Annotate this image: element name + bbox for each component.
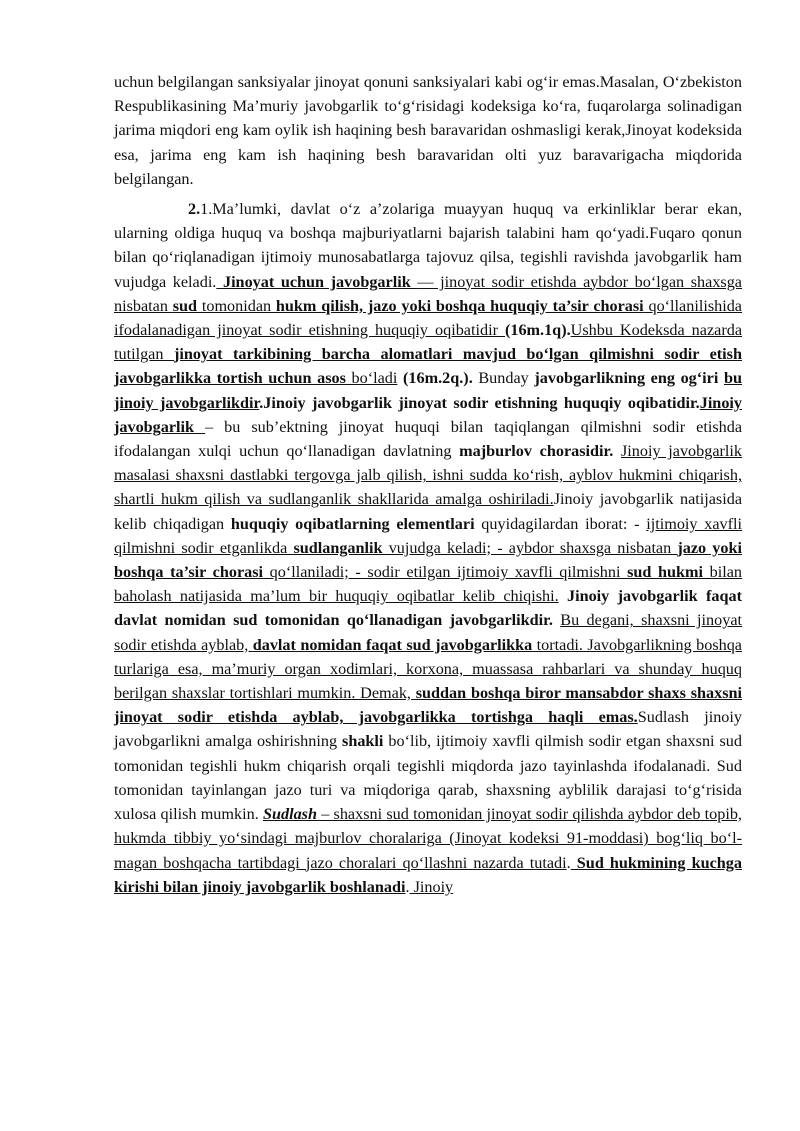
text-run: Jinoiy bbox=[409, 877, 454, 896]
text-run: – shaxsni sud tomonidan jinoyat sodir qilishda aybdor deb topib, hukmda tibbiy yo‘sindagi majburlov choralariga (Jinoyat kodeksi 91-moddasi) bog‘liq bo‘l-magan boshqacha tartibdagi jazo choralari qo‘llashni nazarda tutadi bbox=[114, 805, 742, 872]
text-run bbox=[613, 442, 621, 460]
text-run: 1.Ma’lumki, davlat o‘z a’zolariga muayyan huquq va erkinliklar berar ekan, ularning oldiga huquq va boshqa majburiyatlarni bajarish talabini ham qo‘yadi.Fuqaro qonun bilan qo‘riqlanadigan ijtimoiy munosabatlarga tajovuz qilsa, tegishli ravishda javobgarlik ham vujudga keladi. bbox=[114, 200, 742, 291]
text-run: bilan baholash natijasida ma’lum bir huquqiy oqibatlar kelib chiqishi. bbox=[114, 563, 742, 606]
text-run: Ushbu Kodeksda nazarda tutilgan bbox=[114, 321, 742, 364]
text-run: vujudga keladi; - aybdor shaxsga nisbatan bbox=[382, 538, 678, 557]
text-run: Bu degani, shaxsni jinoyat sodir etishda ayblab, bbox=[114, 611, 743, 654]
text-run: tortadi. Javobgarlikning boshqa turlariga esa, ma’muriy organ xodimlari, korxona, muassasa rahbarlari va shunday huquq berilgan shaxslar tortishlari mumkin. Demak, bbox=[114, 635, 742, 703]
term-shakli: shakli bbox=[342, 732, 384, 751]
text-run: .Jinoiy javobgarlik jinoyat sodir etishning huquqiy oqibatidir. bbox=[259, 393, 700, 412]
document-body bbox=[114, 70, 742, 905]
text-run: bo‘ladi bbox=[345, 369, 398, 388]
text-run: ijtimoiy xavfli qilmishni sodir etganlikda bbox=[114, 514, 742, 557]
term-faqat-sud: davlat nomidan faqat sud javobgarlikka bbox=[252, 635, 533, 654]
term-davlat-nomidan: Jinoiy javobgarlik faqat davlat nomidan sud tomonidan qo‘llanadigan javobgarlikdir. bbox=[114, 587, 742, 630]
text-run: Jinoiy javobgarlik masalasi shaxsni dastlabki tergovga jalb qilish, ishni sudda ko‘rish, ayblov hukmini chiqarish, shartli hukm qilish va sudlanganlik shakllarida amalga oshiriladi. bbox=[114, 442, 743, 509]
text-run: – bu sub’ektning jinoyat huquqi bilan taqiqlangan qilmishni sodir etishda ifodalangan xulqi uchun qo‘llanadigan davlatning bbox=[114, 417, 742, 461]
term-jinoyat-uchun-javobgarlik: Jinoyat uchun javobgarlik bbox=[216, 272, 418, 291]
text-run: qo‘llaniladi; - sodir etilgan ijtimoiy xavfli qilmishni bbox=[263, 563, 628, 582]
term-jinoiy-javobgarlikdir: bu jinoiy javobgarlikdir bbox=[114, 369, 743, 412]
text-run: Bunday bbox=[472, 369, 535, 388]
text-run: . bbox=[405, 877, 410, 896]
article-reference: (16m.2q.). bbox=[397, 369, 473, 388]
section-number: 2. bbox=[188, 200, 201, 219]
term-hukm-qilish: hukm qilish, jazo yoki boshqa huquqiy ta’sir chorasi bbox=[275, 296, 644, 315]
text-run: qo‘llanilishida ifodalanadigan jinoyat sodir etishning huquqiy oqibatidir bbox=[114, 296, 742, 340]
term-jazo-yoki-tasir-chorasi: jazo yoki boshqa ta’sir chorasi bbox=[114, 538, 742, 582]
text-run: tomonidan bbox=[197, 296, 276, 315]
term-sud: sud bbox=[172, 296, 198, 315]
term-sudlash: Sudlash bbox=[262, 805, 317, 824]
term-huquqiy-oqibatlar: huquqiy oqibatlarning elementlari bbox=[230, 514, 475, 533]
text-run: — jinoyat sodir etishda aybdor bo‘lgan shaxsga nisbatan bbox=[114, 272, 742, 315]
text-run: quyidagilardan iborat: - bbox=[474, 514, 647, 533]
text-run: bo‘lib, ijtimoiy xavfli qilmish sodir etgan shaxsni sud tomonidan tegishli hukm chiqarish orqali tegishli miqdorda jazo tayinlashda ifodalanadi. Sud tomonidan tayinlangan jazo turi va miqdoriga qarab, shaxsning ayblilik darajasi to‘g‘risida xulosa qilish mumkin. bbox=[114, 732, 742, 824]
term-jinoiy-javobgarlik: Jinoiy javobgarlik bbox=[114, 393, 742, 436]
article-reference: (16m.1q). bbox=[504, 321, 571, 340]
paragraph-2 bbox=[114, 197, 742, 899]
term-majburlov-chorasi: majburlov chorasidir. bbox=[459, 442, 614, 461]
term-sud-hukmi: sud hukmi bbox=[627, 563, 704, 582]
term-haqli-emas: suddan boshqa biror mansabdor shaxs shaxsni jinoyat sodir etishda ayblab, javobgarlikka tortishga haqli emas. bbox=[114, 684, 742, 727]
text-run: . bbox=[566, 853, 571, 872]
term-sudlanganlik: sudlanganlik bbox=[293, 538, 383, 557]
term-eng-ogiri: javobgarlikning eng og‘iri bbox=[534, 369, 724, 388]
paragraph-1: uchun belgilangan sanksiyalar jinoyat qonuni sanksiyalari kabi og‘ir emas.Masalan, O‘zbekiston Respublikasining Ma’muriy javobgarlik to‘g‘risidagi kodeksiga ko‘ra, fuqarolarga solinadigan jarima miqdori eng kam oylik ish haqining besh baravaridan oshmasligi kerak,Jinoyat kodeksida esa, jarima eng kam ish haqining besh baravaridan olti yuz baravarigacha miqdorida belgilangan. bbox=[114, 73, 742, 188]
term-sud-hukmining-kuchga-kirishi: Sud hukmining kuchga kirishi bilan jinoiy javobgarlik boshlanadi bbox=[114, 853, 742, 896]
text-run: Jinoiy javobgarlik natijasida kelib chiqadigan bbox=[114, 490, 743, 533]
term-jinoyat-tarkibi: jinoyat tarkibining barcha alomatlari mavjud bo‘lgan qilmishni sodir etish javobgarlikka tortish uchun asos bbox=[114, 345, 742, 388]
text-run: Sudlash jinoiy javobgarlikni amalga oshirishning bbox=[114, 708, 742, 751]
